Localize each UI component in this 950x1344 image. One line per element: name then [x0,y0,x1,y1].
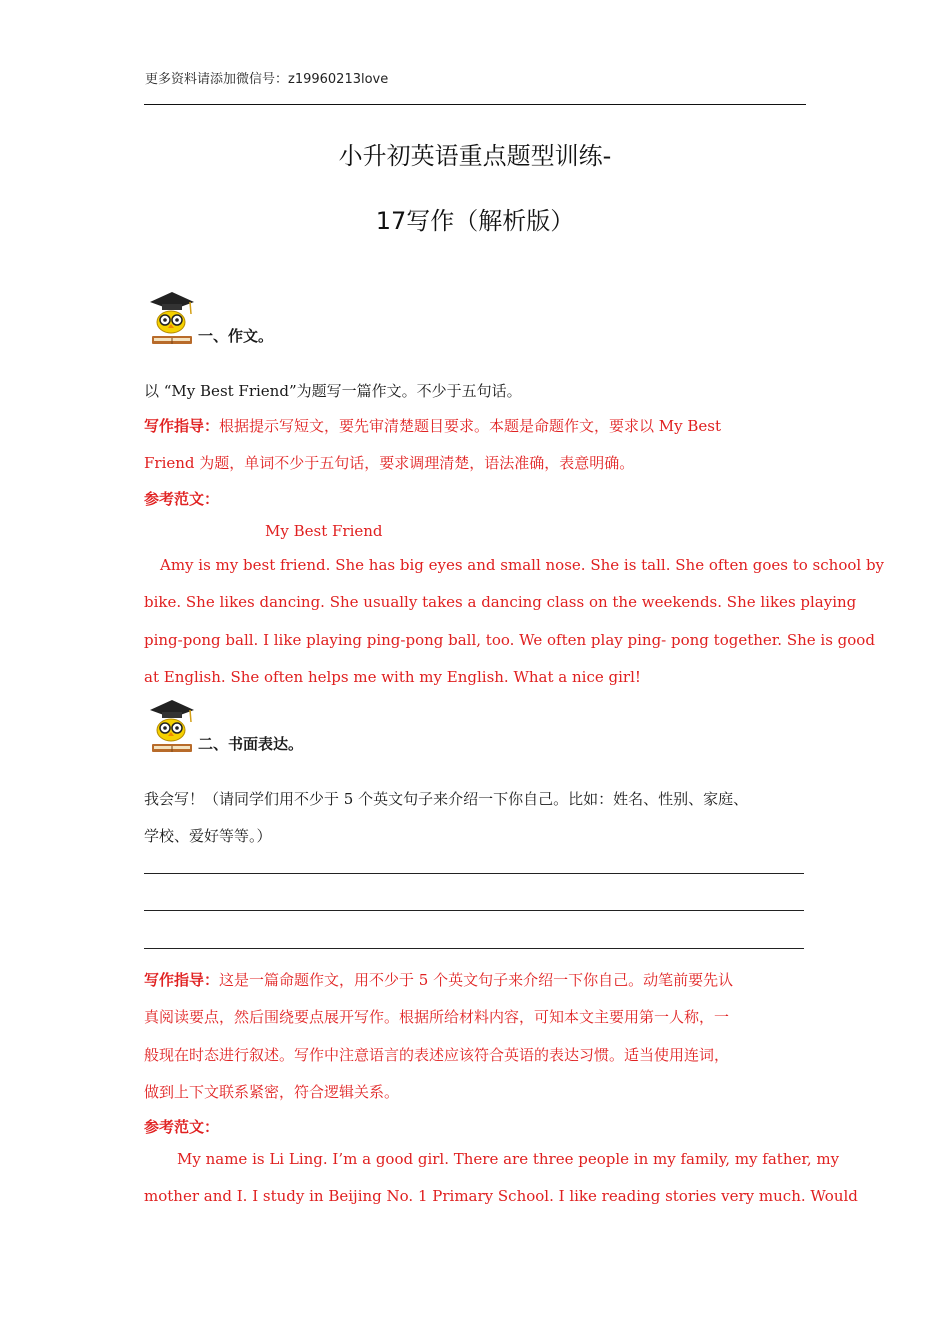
writing-guide-label: 写作指导： [144,417,220,435]
section-2-question-line-1: 我会写！（请同学们用不少于 5 个英文句子来介绍一下你自己。比如：姓名、性别、家庭、 [144,790,749,808]
answer-blank-line[interactable] [144,910,804,911]
section-1-label: 一、作文。 [198,327,274,345]
writing-guide-2-line-2: 真阅读要点，然后围绕要点展开写作。根据所给材料内容，可知本文主要用第一人称，一 [144,1008,730,1026]
graduate-owl-icon [144,290,196,348]
section-2-heading [144,698,303,756]
writing-guide-2-line-3: 般现在时态进行叙述。写作中注意语言的表述应该符合英语的表达习惯。适当使用连词， [144,1046,730,1064]
writing-guide-2-line-4: 做到上下文联系紧密，符合逻辑关系。 [144,1083,400,1101]
writing-guide-label: 写作指导： [144,971,220,989]
answer-blank-line[interactable] [144,873,804,874]
writing-guide-1-line-2: Friend 为题，单词不少于五句话，要求调理清楚，语法准确，表意明确。 [144,454,635,472]
writing-guide-1-line-1 [144,415,721,436]
sample-essay-label: 参考范文： [144,1118,220,1136]
writing-guide-text: 根据提示写短文，要先审清楚题目要求。本题是命题作文，要求以 My Best [219,417,722,435]
graduate-owl-icon [144,698,196,756]
writing-guide-text: 这是一篇命题作文，用不少于 5 个英文句子来介绍一下你自己。动笔前要先认 [219,971,734,989]
answer-blank-line[interactable] [144,948,804,949]
sample-essay-label: 参考范文： [144,490,220,508]
essay-line: bike. She likes dancing. She usually takes a dancing class on the weekends. She likes playing [144,593,857,611]
essay-line: mother and I. I study in Beijing No. 1 Primary School. I like reading stories very much. Would [144,1187,858,1205]
essay-line: Amy is my best friend. She has big eyes and small nose. She is tall. She often goes to school by [160,556,885,574]
header-note: 更多资料请添加微信号：z19960213love [145,72,389,87]
essay-line: My name is Li Ling. I’m a good girl. There are three people in my family, my father, my [177,1150,840,1168]
section-1-heading [144,290,273,348]
section-2-label: 二、书面表达。 [198,735,304,753]
essay-title: My Best Friend [265,522,383,540]
essay-line: ping-pong ball. I like playing ping-pong ball, too. We often play ping- pong together. She is good [144,631,875,649]
section-1-question: 以 “My Best Friend”为题写一篇作文。不少于五句话。 [144,382,522,400]
page-title: 小升初英语重点题型训练- [338,142,612,170]
header-divider [144,104,806,105]
essay-line: at English. She often helps me with my English. What a nice girl! [144,668,641,686]
writing-guide-2-line-1 [144,969,733,990]
page-subtitle: 17写作（解析版） [375,207,575,235]
section-2-question-line-2: 学校、爱好等等。） [144,827,272,845]
